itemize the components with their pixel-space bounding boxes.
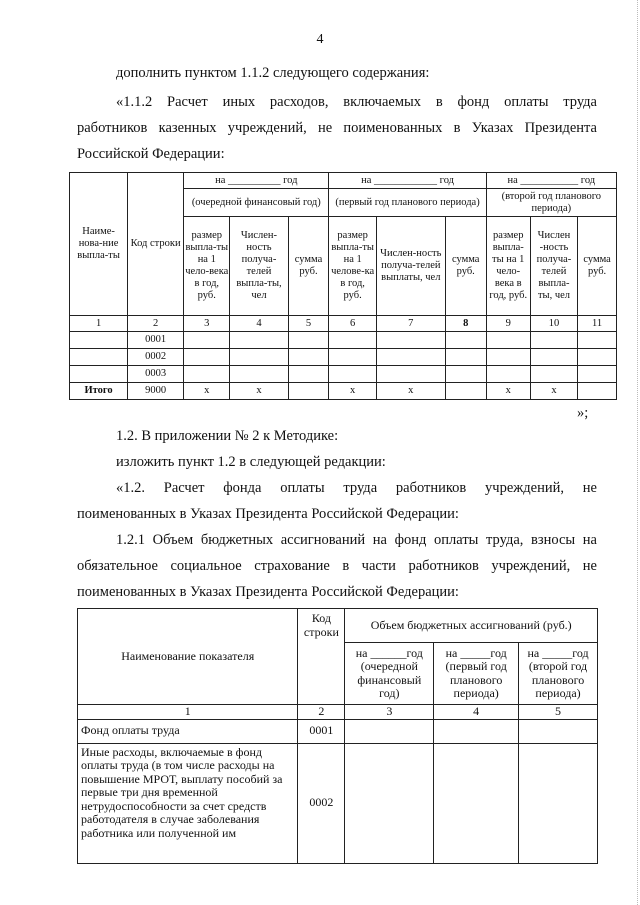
payment-table	[69, 172, 617, 400]
row-name	[70, 332, 128, 349]
row-code: 0001	[298, 719, 345, 743]
col-number: 4	[230, 316, 288, 332]
cell	[376, 332, 445, 349]
cell	[184, 332, 230, 349]
col-number: 6	[329, 316, 376, 332]
cell	[288, 383, 329, 400]
col-number: 2	[298, 705, 345, 720]
cell	[376, 366, 445, 383]
header-period-2-sub: (первый год планового периода)	[329, 189, 486, 217]
row-code: 0001	[128, 332, 184, 349]
table-row	[70, 332, 617, 349]
header-period-2: на _____год (первый год планового периода)	[434, 643, 519, 705]
col-number: 5	[519, 705, 598, 720]
paragraph-1-1-2-line1: «1.1.2 Расчет иных расходов, включаемых в фонд оплаты труда	[116, 94, 597, 110]
budget-table	[77, 608, 598, 864]
header-period-1-sub: (очередной финансовый год)	[184, 189, 329, 217]
cell	[530, 366, 577, 383]
header-period-2: на ____________ год	[329, 173, 486, 189]
paragraph-new-edition: изложить пункт 1.2 в следующей редакции:	[116, 454, 386, 470]
header-period-3-sub: (второй год планового периода)	[486, 189, 616, 217]
closing-quote: »;	[577, 405, 589, 421]
cell	[445, 383, 486, 400]
col-number: 1	[70, 316, 128, 332]
header-payment-name: Наиме-нова-ние выпла-ты	[70, 173, 128, 316]
cell: x	[184, 383, 230, 400]
cell	[486, 332, 530, 349]
cell	[288, 349, 329, 366]
cell	[530, 332, 577, 349]
header-indicator-name: Наименование показателя	[78, 609, 298, 705]
table-row	[70, 349, 617, 366]
subheader-sum: сумма руб.	[288, 217, 329, 316]
cell	[230, 349, 288, 366]
col-number: 9	[486, 316, 530, 332]
subheader-sum: сумма руб.	[445, 217, 486, 316]
col-number: 7	[376, 316, 445, 332]
cell	[530, 349, 577, 366]
paragraph-1-1-2-line3: Российской Федерации:	[77, 146, 225, 162]
cell	[345, 719, 434, 743]
subheader-count: Числен-ность получа-телей выплаты, чел	[376, 217, 445, 316]
cell	[578, 332, 617, 349]
col-number: 3	[184, 316, 230, 332]
cell	[288, 332, 329, 349]
header-line-code: Код строки	[298, 609, 345, 705]
cell	[486, 349, 530, 366]
cell: x	[230, 383, 288, 400]
subheader-count: Числен -ность получа-телей выпла-ты, чел	[530, 217, 577, 316]
paragraph-supplement: дополнить пунктом 1.1.2 следующего содержания:	[116, 65, 430, 81]
cell	[230, 332, 288, 349]
paragraph-1-1-2-line2: работников казенных учреждений, не поименованных в Указах Президента	[77, 120, 597, 136]
subheader-rate: размер выпла-ты на 1 чело-века в год, руб.	[486, 217, 530, 316]
cell	[329, 332, 376, 349]
col-number: 8	[445, 316, 486, 332]
cell	[578, 383, 617, 400]
subheader-rate: размер выпла-ты на 1 чело-века в год, руб.	[184, 217, 230, 316]
subheader-rate: размер выпла-ты на 1 челове-ка в год, руб.	[329, 217, 376, 316]
cell	[329, 349, 376, 366]
table-row	[70, 366, 617, 383]
cell	[345, 743, 434, 863]
row-name: Иные расходы, включаемые в фонд оплаты труда (в том числе расходы на повышение МРОТ, выплату пособий за первые три дня временной нетрудоспособности за счет средств работодателя в случае заболевания работника или полученной им	[78, 743, 298, 863]
cell	[486, 366, 530, 383]
cell	[288, 366, 329, 383]
cell: x	[530, 383, 577, 400]
row-code: 0002	[298, 743, 345, 863]
header-period-1: на ______год (очередной финансовый год)	[345, 643, 434, 705]
cell: x	[329, 383, 376, 400]
header-budget-volume: Объем бюджетных ассигнований (руб.)	[345, 609, 598, 643]
col-number: 1	[78, 705, 298, 720]
cell	[184, 349, 230, 366]
cell: x	[376, 383, 445, 400]
subheader-count: Числен-ность получа-телей выпла-ты, чел	[230, 217, 288, 316]
paragraph-1-2-1-line1: 1.2.1 Объем бюджетных ассигнований на фонд оплаты труда, взносы на	[116, 532, 597, 548]
cell	[434, 719, 519, 743]
col-number: 10	[530, 316, 577, 332]
cell	[519, 743, 598, 863]
row-name: Фонд оплаты труда	[78, 719, 298, 743]
row-code: 0002	[128, 349, 184, 366]
cell	[434, 743, 519, 863]
col-number: 4	[434, 705, 519, 720]
cell	[376, 349, 445, 366]
table-row	[78, 719, 598, 743]
row-code: 9000	[128, 383, 184, 400]
col-number: 3	[345, 705, 434, 720]
cell	[445, 332, 486, 349]
table-row	[78, 743, 598, 863]
header-line-code: Код строки	[128, 173, 184, 316]
table-row-total	[70, 383, 617, 400]
col-number: 5	[288, 316, 329, 332]
header-period-1: на __________ год	[184, 173, 329, 189]
paragraph-1-2-1-line2: обязательное социальное страхование в части работников учреждений, не	[77, 558, 597, 574]
row-name: Итого	[70, 383, 128, 400]
cell: x	[486, 383, 530, 400]
header-period-3: на ___________ год	[486, 173, 616, 189]
row-code: 0003	[128, 366, 184, 383]
row-name	[70, 366, 128, 383]
cell	[578, 366, 617, 383]
cell	[445, 366, 486, 383]
page-edge	[637, 0, 638, 905]
page-number: 4	[316, 32, 324, 47]
cell	[445, 349, 486, 366]
row-name	[70, 349, 128, 366]
cell	[329, 366, 376, 383]
cell	[230, 366, 288, 383]
paragraph-1-2-line1: «1.2. Расчет фонда оплаты труда работников учреждений, не	[116, 480, 597, 496]
header-period-3: на _____год (второй год планового периода)	[519, 643, 598, 705]
cell	[578, 349, 617, 366]
cell	[184, 366, 230, 383]
subheader-sum: сумма руб.	[578, 217, 617, 316]
cell	[519, 719, 598, 743]
paragraph-1-2-1-line3: поименованных в Указах Президента Российской Федерации:	[77, 584, 459, 600]
paragraph-1-2-line2: поименованных в Указах Президента Российской Федерации:	[77, 506, 459, 522]
paragraph-appendix-2: 1.2. В приложении № 2 к Методике:	[116, 428, 339, 444]
col-number: 11	[578, 316, 617, 332]
col-number: 2	[128, 316, 184, 332]
